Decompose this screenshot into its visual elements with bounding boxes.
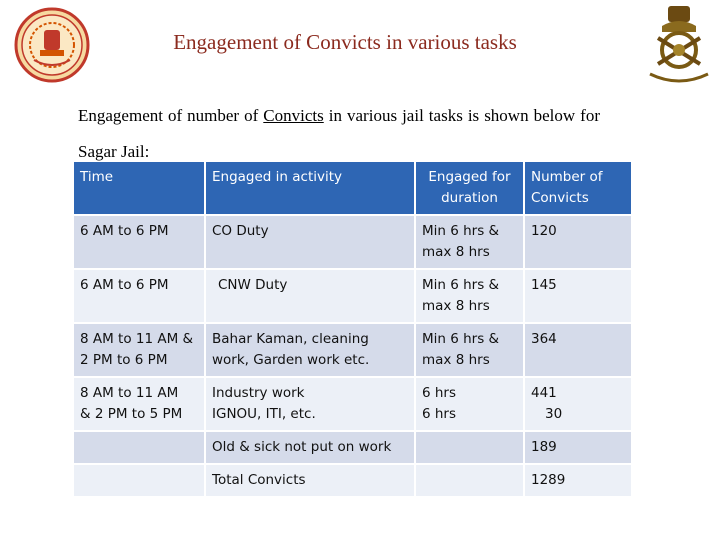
cell-duration [416,465,523,496]
table-row [74,324,631,376]
intro-underlined-word: Convicts [263,106,324,125]
intro-text-end: in various jail tasks is shown below for Sagar Jail: [78,106,600,161]
header-time: Time [74,162,204,214]
intro-text-start: Engagement of number of [78,106,264,125]
cell-time [74,378,204,430]
cell-number: 1289 [525,465,631,496]
table-row [74,378,631,430]
cell-activity-line1: Industry work [212,385,305,401]
table-row [74,465,631,496]
cell-activity: CO Duty [206,216,414,268]
cell-time: 6 AM to 6 PM [74,216,204,268]
cell-time-line2: & 2 PM to 5 PM [80,406,183,422]
cell-number [525,378,631,430]
header-activity: Engaged in activity [206,162,414,214]
cell-duration [416,432,523,463]
cell-time-line1: 8 AM to 11 AM [80,385,179,401]
cell-number-line1: 441 [531,385,557,401]
cell-number-line2: 30 [545,406,563,422]
cell-time: 8 AM to 11 AM & 2 PM to 6 PM [74,324,204,376]
cell-number: 120 [525,216,631,268]
cell-activity: Bahar Kaman, cleaning work, Garden work etc. [206,324,414,376]
cell-duration: Min 6 hrs & max 8 hrs [416,324,523,376]
cell-time [74,465,204,496]
table-row [74,432,631,463]
cell-activity: Old & sick not put on work [206,432,414,463]
cell-duration-line1: 6 hrs [422,385,457,401]
cell-activity: Total Convicts [206,465,414,496]
cell-number: 145 [525,270,631,322]
header-number: Number of Convicts [525,162,631,214]
header-duration: Engaged for duration [416,162,523,214]
cell-number: 364 [525,324,631,376]
cell-duration [416,378,523,430]
cell-duration-line2: 6 hrs [422,406,457,422]
cell-duration: Min 6 hrs & max 8 hrs [416,270,523,322]
cell-duration: Min 6 hrs & max 8 hrs [416,216,523,268]
cell-time: 6 AM to 6 PM [74,270,204,322]
page-title: Engagement of Convicts in various tasks [173,30,517,54]
cell-number: 189 [525,432,631,463]
cell-activity [206,378,414,430]
convict-engagement-table [72,160,633,498]
state-emblem-logo [8,6,96,84]
cell-activity: CNW Duty [206,270,414,322]
cell-activity-line2: IGNOU, ITI, etc. [212,406,316,422]
table-row [74,216,631,268]
police-crest-logo [640,2,718,90]
table-row [74,270,631,322]
cell-time [74,432,204,463]
table-header-row [74,162,631,214]
